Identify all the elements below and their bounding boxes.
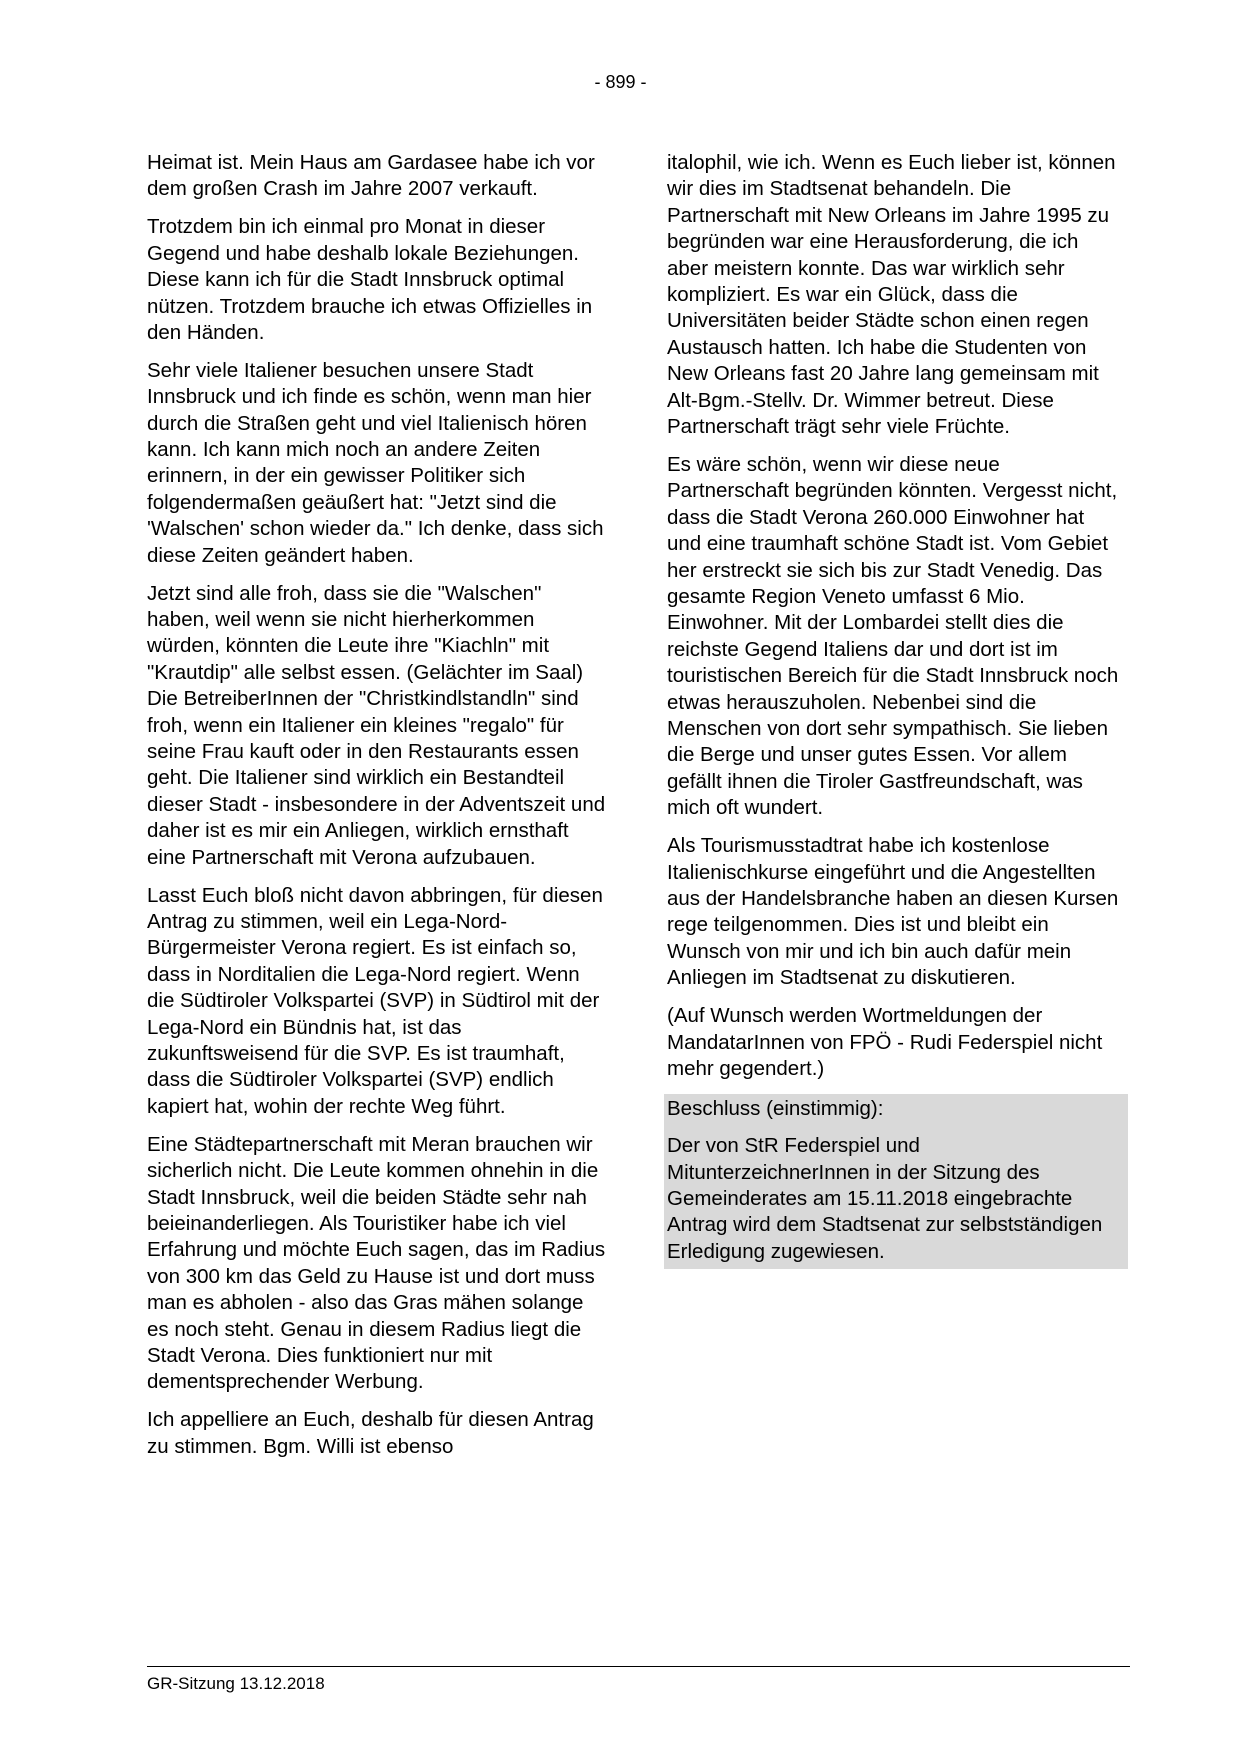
paragraph: Ich appelliere an Euch, deshalb für diesen Antrag zu stimmen. Bgm. Willi ist ebenso <box>147 1408 594 1458</box>
right-column <box>667 150 1122 1269</box>
resolution-text: Der von StR Federspiel und MitunterzeichnerInnen in der Sitzung des Gemeinderates am 15.11.2018 eingebrachte Antrag wird dem Stadtsenat zur selbstständigen Erledigung zugewiesen. <box>667 1134 1103 1263</box>
paragraph: Sehr viele Italiener besuchen unsere Stadt Innsbruck und ich finde es schön, wenn man hier durch die Straßen geht und viel Italienisch hören kann. Ich kann mich noch an andere Zeiten erinnern, in der ein gewisser Politiker sich folgendermaßen geäußert hat: "Jetzt sind die 'Walschen' schon wieder da." Ich denke, dass sich diese Zeiten geändert haben. <box>147 358 604 567</box>
paragraph: Jetzt sind alle froh, dass sie die "Walschen" haben, weil wenn sie nicht hierherkommen würden, könnten die Leute ihre "Kiachln" mit "Krautdip" alle selbst essen. (Gelächter im Saal) Die BetreiberInnen der "Christkindlstandln" sind froh, wenn ein Italiener ein kleines "regalo" für seine Frau kauft oder in den Restaurants essen geht. Die Italiener sind wirklich ein Bestandteil dieser Stadt - insbesondere in der Adventszeit und daher ist es mir ein Anliegen, wirklich ernsthaft eine Partnerschaft mit Verona aufzubauen. <box>147 581 606 869</box>
paragraph: Es wäre schön, wenn wir diese neue Partnerschaft begründen könnten. Vergesst nicht, dass die Stadt Verona 260.000 Einwohner hat und eine traumhaft schöne Stadt ist. Vom Gebiet her erstreckt sie sich bis zur Stadt Venedig. Das gesamte Region Veneto umfasst 6 Mio. Einwohner. Mit der Lombardei stellt dies die reichste Gegend Italiens dar und dort ist im touristischen Bereich für die Stadt Innsbruck noch etwas herauszuholen. Nebenbei sind die Menschen von dort sehr sympathisch. Sie lieben die Berge und unser gutes Essen. Vor allem gefällt ihnen die Tiroler Gastfreundschaft, was mich oft wundert. <box>667 452 1119 820</box>
footer-text: GR-Sitzung 13.12.2018 <box>147 1674 325 1693</box>
paragraph: italophil, wie ich. Wenn es Euch lieber ist, können wir dies im Stadtsenat behandeln. Die Partnerschaft mit New Orleans im Jahre 1995 zu begründen war eine Herausforderung, die ich aber meistern konnte. Das war wirklich sehr kompliziert. Es war ein Glück, dass die Universitäten beider Städte schon einen regen Austausch hatten. Ich habe die Studenten von New Orleans fast 20 Jahre lang gemeinsam mit Alt-Bgm.-Stellv. Dr. Wimmer betreut. Diese Partnerschaft trägt sehr viele Früchte. <box>667 151 1116 439</box>
paragraph: Heimat ist. Mein Haus am Gardasee habe ich vor dem großen Crash im Jahre 2007 verkauft. <box>147 151 595 201</box>
paragraph: Eine Städtepartnerschaft mit Meran brauchen wir sicherlich nicht. Die Leute kommen ohnehin in die Stadt Innsbruck, weil die beiden Städte sehr nah beieinanderliegen. Als Touristiker habe ich viel Erfahrung und möchte Euch sagen, das im Radius von 300 km das Geld zu Hause ist und dort muss man es abholen - also das Gras mähen solange es noch steht. Genau in diesem Radius liegt die Stadt Verona. Dies funktioniert nur mit dementsprechender Werbung. <box>147 1132 606 1394</box>
left-column <box>147 150 609 1472</box>
paragraph: Trotzdem bin ich einmal pro Monat in dieser Gegend und habe deshalb lokale Beziehungen. Diese kann ich für die Stadt Innsbruck optimal nützen. Trotzdem brauche ich etwas Offizielles in den Händen. <box>147 215 593 344</box>
paragraph: (Auf Wunsch werden Wortmeldungen der MandatarInnen von FPÖ - Rudi Federspiel nicht mehr gegendert.) <box>667 1004 1103 1080</box>
paragraph: Als Tourismusstadtrat habe ich kostenlose Italienischkurse eingeführt und die Angestellten aus der Handelsbranche haben an diesen Kursen rege teilgenommen. Dies ist und bleibt ein Wunsch von mir und ich bin auch dafür mein Anliegen im Stadtsenat zu diskutieren. <box>667 834 1119 990</box>
footer-divider <box>147 1666 1130 1667</box>
page-number: - 899 - <box>594 72 647 92</box>
paragraph: Lasst Euch bloß nicht davon abbringen, für diesen Antrag zu stimmen, weil ein Lega-Nord-Bürgermeister Verona regiert. Es ist einfach so, dass in Norditalien die Lega-Nord regiert. Wenn die Südtiroler Volkspartei (SVP) in Südtirol mit der Lega-Nord ein Bündnis hat, ist das zukunftsweisend für die SVP. Es ist traumhaft, dass die Südtiroler Volkspartei (SVP) endlich kapiert hat, wohin der rechte Weg führt. <box>147 883 603 1118</box>
resolution-box <box>664 1094 1128 1269</box>
resolution-heading: Beschluss (einstimmig): <box>667 1096 884 1120</box>
